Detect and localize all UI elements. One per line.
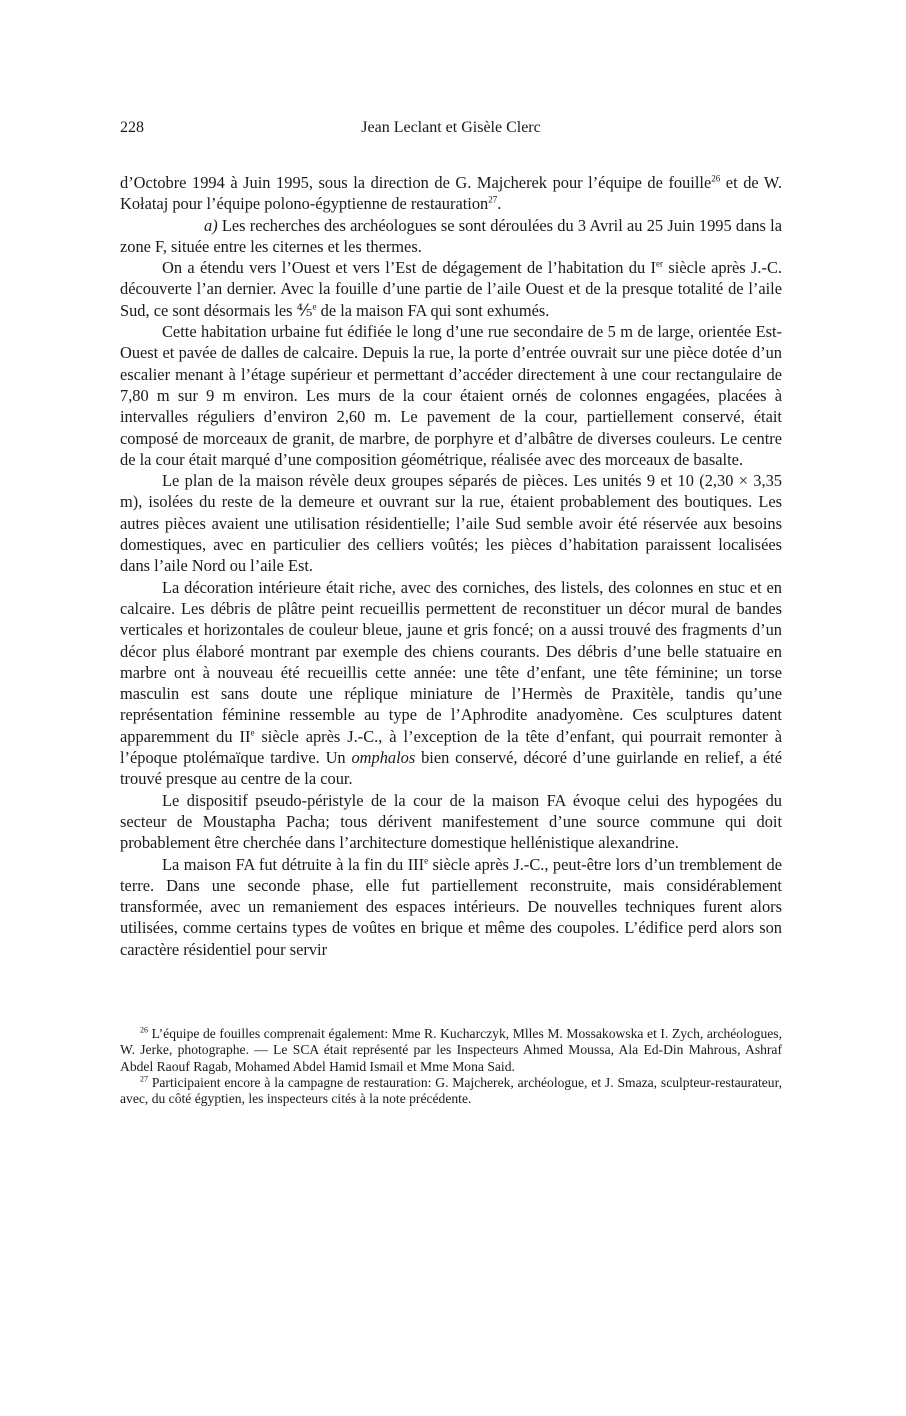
running-title: Jean Leclant et Gisèle Clerc [361, 119, 541, 136]
footnote-27 [120, 1075, 782, 1108]
paragraph-5: Le plan de la maison révèle deux groupes séparés de pièces. Les unités 9 et 10 (2,30 × 3,35 m), isolées du reste de la demeure et ouvrant sur la rue, étaient probablement des boutiques. Les autres pièces avaient une utilisation résidentielle; l’aile Sud semble avoir été réservée aux besoins domestiques, avec en particulier des celliers voûtés; les pièces d’habitation paraissent localisées dans l’aile Nord ou l’aile Est. [120, 471, 782, 576]
paragraph-6: La décoration intérieure était riche, avec des corniches, des listels, des colonnes en stuc et en calcaire. Les débris de plâtre peint recueillis permettent de reconstituer un décor mural de bandes verticales et horizontales de couleur bleue, jaune et gris foncé; on a aussi trouvé des fragments d’un décor plus élaboré montrant par exemple des chiens courants. Des débris d’une belle statuaire en marbre ont à nouveau été recueillis cette année: une tête d’enfant, une tête féminine; un torse masculin est sans doute une réplique miniature de l’Hermès de Praxitèle, tandis qu’une représentation féminine ressemble au type de l’Aphrodite anadyomène. Ces sculptures datent apparemment du IIe siècle après J.-C., à l’exception de la tête d’enfant, qui pourrait remonter à l’époque ptolémaïque tardive. Un omphalos bien conservé, décoré d’une guirlande en relief, a été trouvé presque au centre de la cour. [120, 577, 782, 789]
footnotes [120, 1026, 782, 1107]
running-head [120, 118, 782, 142]
paragraph-3: On a étendu vers l’Ouest et vers l’Est de dégagement de l’habitation du Ier siècle après J.-C. découverte l’an dernier. Avec la fouille d’une partie de l’aile Ouest et de la presque totalité de l’aile Sud, ce sont désormais les ⅘$^e$ de la maison FA qui sont exhumés. [120, 258, 783, 320]
page-number: 228 [120, 119, 144, 136]
paragraph-1: d’Octobre 1994 à Juin 1995, sous la direction de G. Majcherek pour l’équipe de fouille$^{26}$ et de W. Kołataj pour l’équipe polono-égyptienne de restauration$^{27}$. [120, 173, 782, 214]
italic-term: omphalos [351, 748, 416, 768]
footnote-text: L’équipe de fouilles comprenait également: Mme R. Kucharczyk, Mlles M. Mossakowska et I. Zych, archéologues, W. Jerke, photographe. — Le SCA était représenté par les Inspecteurs Ahmed Moussa, Ala Ed-Din Mahrous, Ashraf Abdel Raouf Ragab, Mohamed Abdel Hamid Ismail et Mme Mona Said. [120, 1025, 782, 1074]
list-label: a) [204, 215, 218, 235]
footnote-number: 26 [140, 1025, 148, 1035]
paragraph-2: a) Les recherches des archéologues se sont déroulées du 3 Avril au 25 Juin 1995 dans la zone F, située entre les citernes et les thermes. [120, 215, 782, 256]
footnote-number: 27 [140, 1074, 148, 1084]
paragraph-4: Cette habitation urbaine fut édifiée le long d’une rue secondaire de 5 m de large, orientée Est-Ouest et pavée de dalles de calcaire. Depuis la rue, la porte d’entrée ouvrait sur une pièce dotée d’un escalier menant à l’étage supérieur et permettant d’accéder directement à une cour rectangulaire de 7,80 m sur 9 m environ. Les murs de la cour étaient ornés de colonnes engagées, placées à intervalles réguliers d’environ 2,60 m. Le pavement de la cour, partiellement conservé, était composé de morceaux de granit, de marbre, de porphyre et d’albâtre de diverses couleurs. Le centre de la cour était marqué d’une composition géométrique, réalisée avec des morceaux de basalte. [120, 322, 782, 469]
paragraph-7: Le dispositif pseudo-péristyle de la cour de la maison FA évoque celui des hypogées du secteur de Moustapha Pacha; tous dérivent manifestement d’une source commune qui doit probablement être cherchée dans l’architecture domestique hellénistique alexandrine. [120, 790, 782, 853]
footnote-ref-26[interactable]: 26 [711, 173, 721, 184]
paragraph-8: La maison FA fut détruite à la fin du IIIe siècle après J.-C., peut-être lors d’un tremblement de terre. Dans une seconde phase, elle fut partiellement reconstruite, mais considérablement transformée, avec un remaniement des espaces intérieurs. De nouvelles techniques furent alors utilisées, comme certains types de voûtes en brique et même des coupoles. L’édifice perd alors son caractère résidentiel pour servir [120, 854, 782, 959]
footnote-ref-27[interactable]: 27 [488, 194, 498, 205]
footnote-26 [120, 1026, 782, 1075]
page [120, 118, 782, 1107]
body-text [120, 172, 782, 960]
footnote-text: Participaient encore à la campagne de restauration: G. Majcherek, archéologue, et J. Smaza, sculpteur-restaurateur, avec, du côté égyptien, les inspecteurs cités à la note précédente. [120, 1074, 782, 1107]
